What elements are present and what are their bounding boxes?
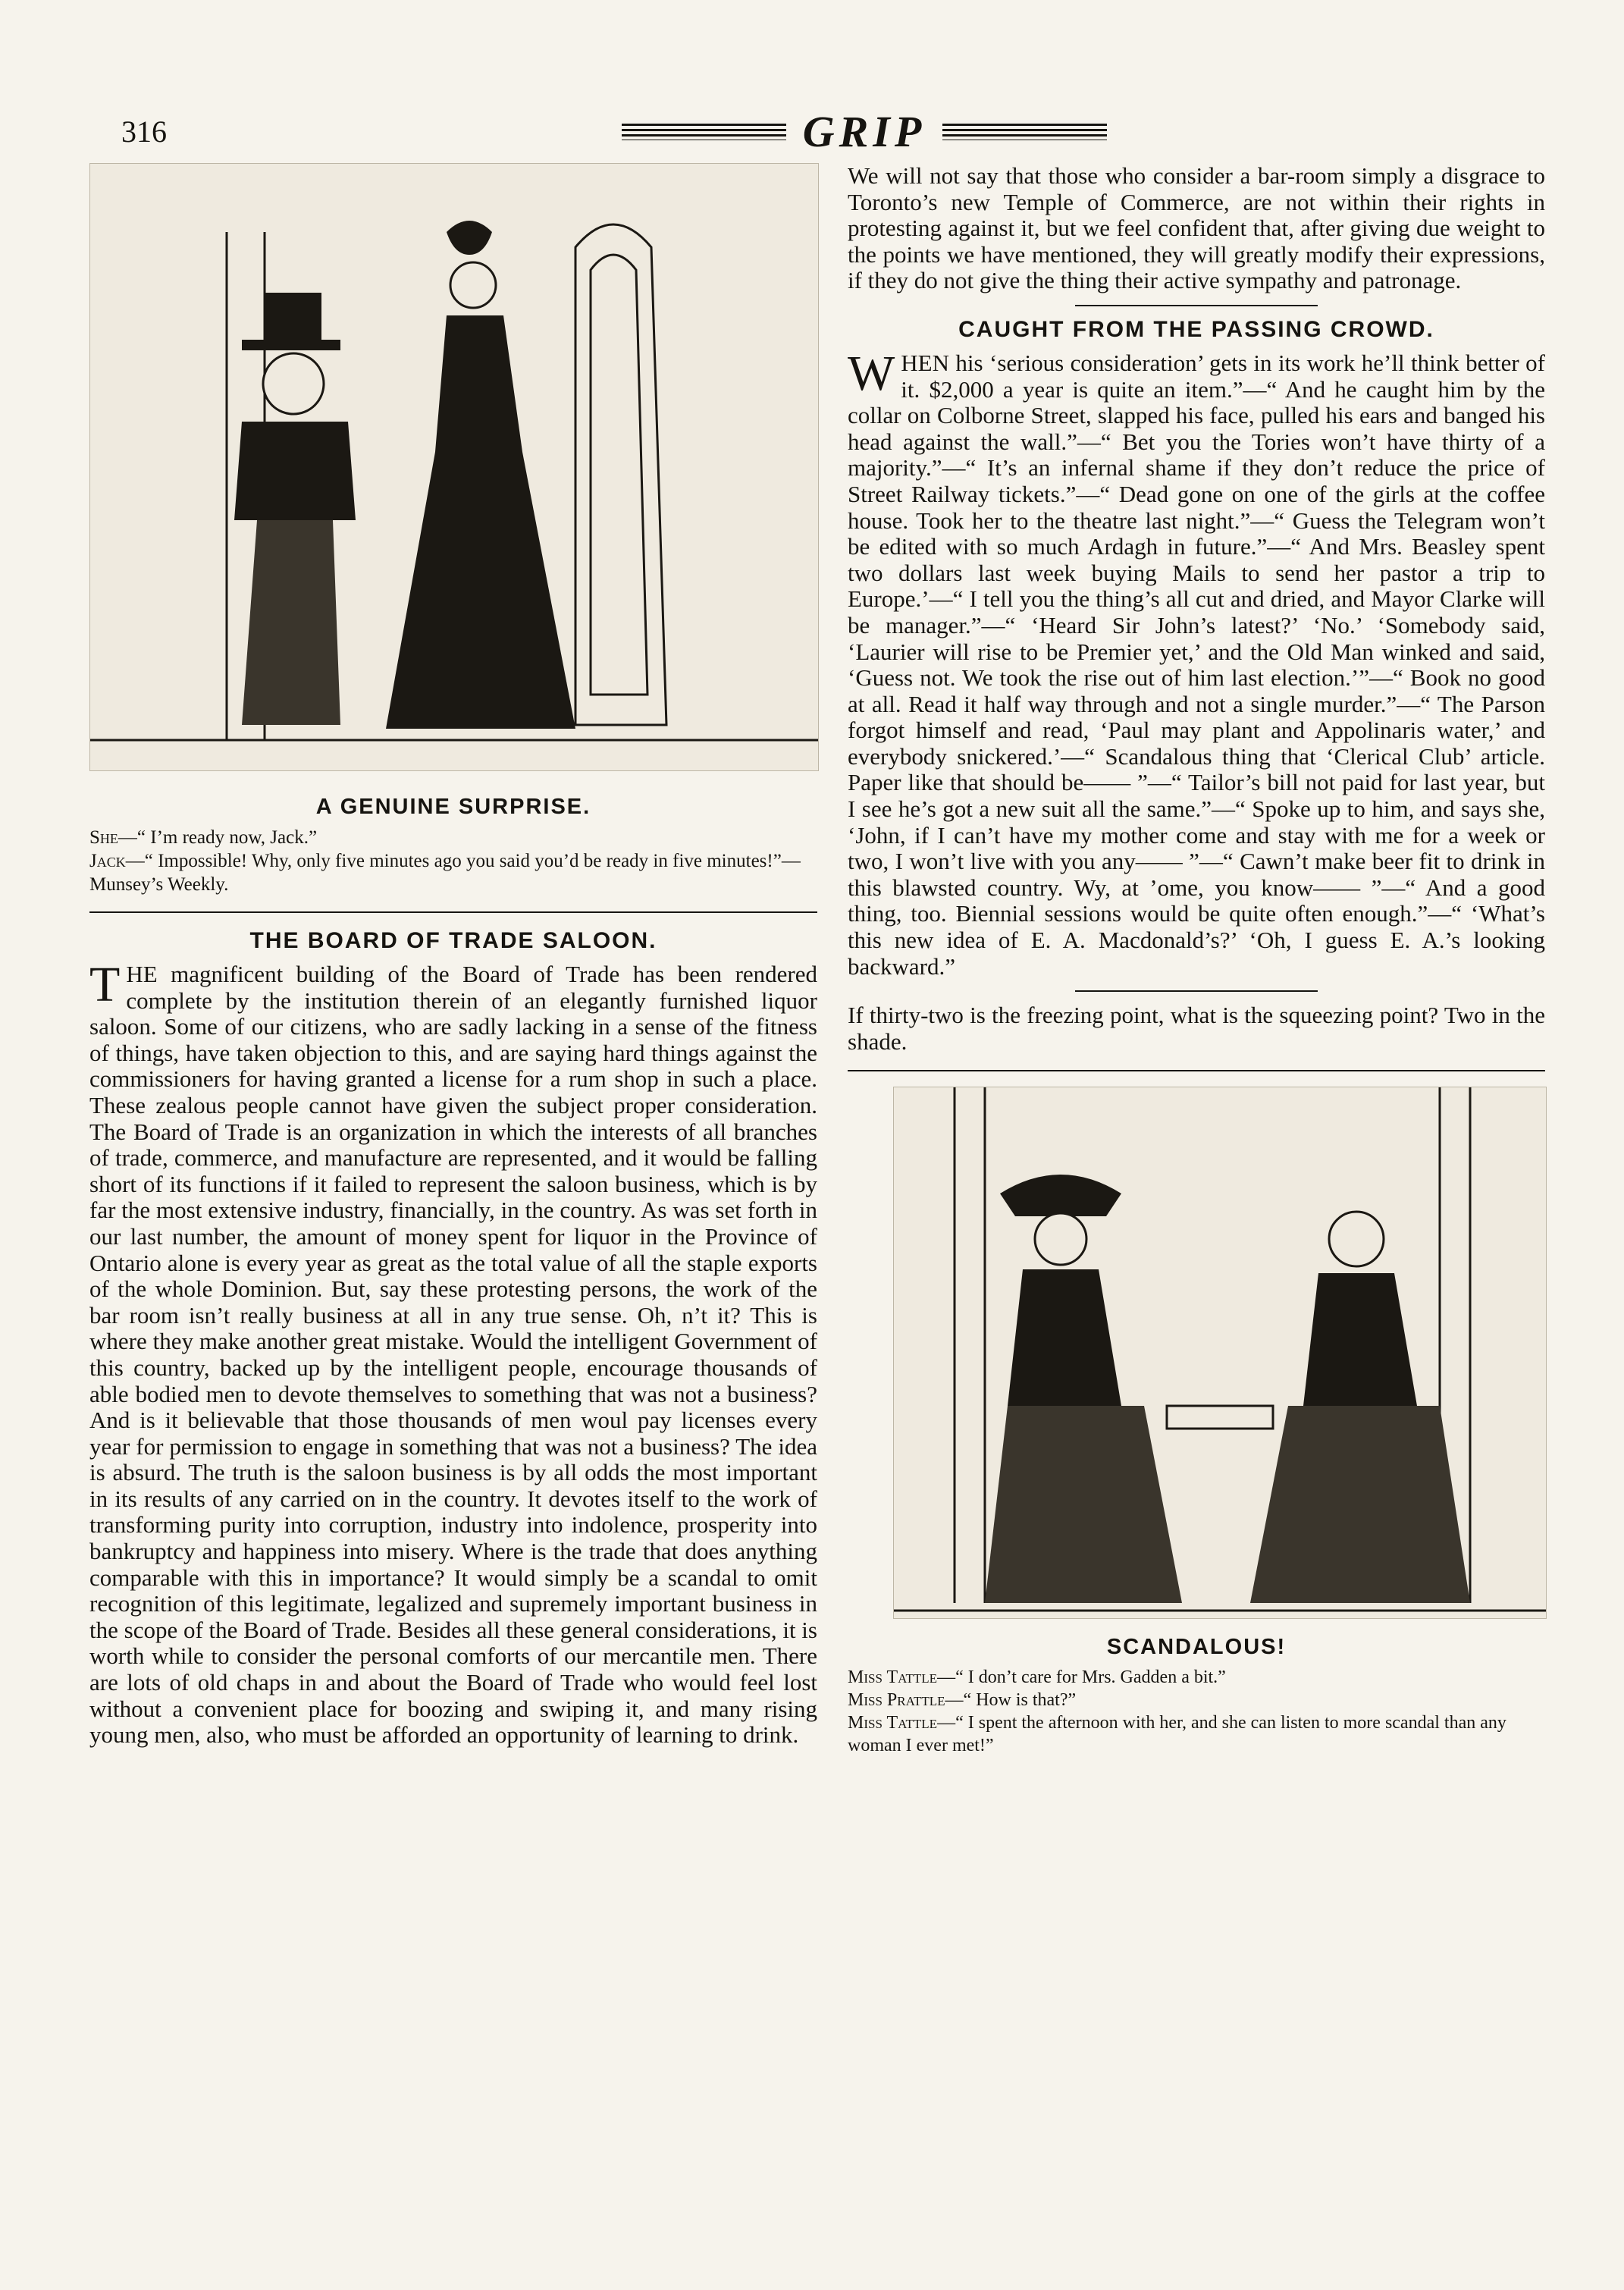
scandalous-title: SCANDALOUS! [1106,1635,1287,1660]
page-number: 316 [121,114,167,149]
right-column [848,163,1545,1757]
section-divider [1075,305,1318,306]
masthead-rule-left [622,124,786,140]
genuine-surprise-illustration [89,163,819,771]
masthead-title: GRIP [802,107,926,156]
dropcap: T [89,957,121,1012]
saloon-article-heading: THE BOARD OF TRADE SALOON. [249,928,657,953]
saloon-article-continued: We will not say that those who consider a bar-room simply a disgrace to Toronto’s new Temple of Commerce, are not within their rights in protesting against it, but we feel confident that, after giving due weight to the points we have mentioned, they will greatly modify their expressions, if they do not give the thing their active sympathy and patronage. [848,162,1545,294]
caption-text: —“ How is that?” [945,1690,1077,1711]
scandalous-illustration [893,1087,1547,1619]
caption-line [848,1711,1545,1757]
saloon-article-body [89,957,817,1749]
caption-speaker: She [89,827,118,848]
crowd-article-heading: CAUGHT FROM THE PASSING CROWD. [958,316,1434,342]
caption-line [848,1666,1545,1689]
genuine-surprise-title: A GENUINE SURPRISE. [315,795,591,819]
section-divider [89,911,817,913]
caption-line [89,849,817,896]
caption-speaker: Miss Tattle [848,1667,938,1688]
scandalous-caption [848,1635,1545,1757]
masthead-rule-right [942,124,1107,140]
caption-speaker: Jack [89,851,126,871]
caption-speaker: Miss Prattle [848,1690,945,1711]
crowd-article-text: HEN his ‘serious consideration’ gets in its work he’ll think better of it. $2,000 a year is quite an item.”—“ And he caught him by the collar on Colborne Street, slapped his face, pulled his ears and banged his head against the wall.”—“ Bet you the Tories won’t have thirty of a majority.”—“ It’s an infernal shame if they don’t reduce the price of Street Railway tickets.”—“ Dead gone on one of the girls at the coffee house. Took her to the theatre last night.”—“ Guess the Telegram won’t be edited with so much Ardagh in future.”—“ And Mrs. Beasley spent two dollars last week buying Mails to send her pastor a trip to Europe.’—“ I tell you the thing’s all cut and dried, and Mayor Clarke will be manager.”—“ ‘Heard Sir John’s latest?’ ‘No.’ ‘Somebody said, ‘Laurier will rise to be Premier yet,’ and the Old Man winked and said, ‘Guess not. We took the rise out of him last election.’”—“ Book no good at all. Read it half way through and not a single murder.”—“ The Parson forgot himself and read, ‘Paul may plant and Appolinaris water,’ and everybody snickered.’—“ Scandalous thing that ‘Clerical Club’ article. Paper like that should be—— ”—“ Tailor’s bill not paid for last year, but I see he’s got a new suit all the same.”—“ Spoke up to him, and says she, ‘John, if I can’t have my mother come and stay with me for a week or two, I won’t live with you any—— ”—“ Cawn’t make beer fit to drink in this blawsted country. Wy, at ’ome, you know—— ”—“ And a good thing, too. Biennial sessions would be quite often enough.”—“ ‘What’s this new idea of E. A. Macdonald’s?’ ‘Oh, I guess E. A.’s looking backward.” [848,349,1545,980]
joke-text: If thirty-two is the freezing point, what is the squeezing point? Two in the shade. [848,1002,1545,1055]
caption-line [89,826,817,849]
left-column [89,163,817,1749]
caption-text: —“ Impossible! Why, only five minutes ago you said you’d be ready in five minutes!”—Munsey’s Weekly. [89,851,801,895]
caption-text: —“ I don’t care for Mrs. Gadden a bit.” [937,1667,1226,1688]
caption-text: —“ I spent the afternoon with her, and she can listen to more scandal than any woman I ever met!” [848,1713,1506,1756]
masthead [622,106,1107,157]
caption-speaker: Miss Tattle [848,1713,938,1733]
caption-line [848,1689,1545,1711]
section-divider [848,1070,1545,1071]
crowd-article-body [848,345,1545,980]
section-divider [1075,990,1318,992]
dropcap: W [848,345,895,401]
saloon-article-text: HE magnificent building of the Board of Trade has been rendered complete by the institution therein of an elegantly furnished liquor saloon. Some of our citizens, who are sadly lacking in a sense of the fitness of things, have taken objection to this, and are saying hard things against the commissioners for having granted a license for a rum shop in such a place. These zealous people cannot have given the subject proper consideration. The Board of Trade is an organization in which the interests of all branches of trade, commerce, and manufacture are represented, and it would be falling short of its functions if it failed to represent the saloon business, which is by far the most extensive industry, financially, in the country. As was set forth in our last number, the amount of money spent for liquor in the Province of Ontario alone is every year as great as the total value of all the staple exports of the whole Dominion. But, say these protesting persons, the work of the bar room isn’t really business at all in any true sense. Oh, n’t it? This is where they make another great mistake. Would the intelligent Government of this country, backed up by the intelligent people, encourage thousands of able bodied men to devote themselves to something that was not a business? And is it believable that those thousands of men woul pay licenses every year for permission to engage in something that was not a business? The idea is absurd. The truth is the saloon business is by all odds the most important in its results of any carried on in the country. It devotes itself to the work of transforming purity into corruption, industry into indolence, prosperity into bankruptcy and happiness into misery. Where is the trade that does anything comparable with this in importance? It would simply be a scandal to omit recognition of this legitimate, legalized and supremely important business in the scope of the Board of Trade. Besides all these general considerations, it is worth while to consider the personal comforts of our mercantile men. There are lots of old chaps in and about the Board of Trade who would feel lost without a convenient place for boozing and swiping it, and many rising young men, also, who must be afforded an opportunity of learning to drink. [89,961,817,1749]
caption-text: —“ I’m ready now, Jack.” [118,827,318,848]
